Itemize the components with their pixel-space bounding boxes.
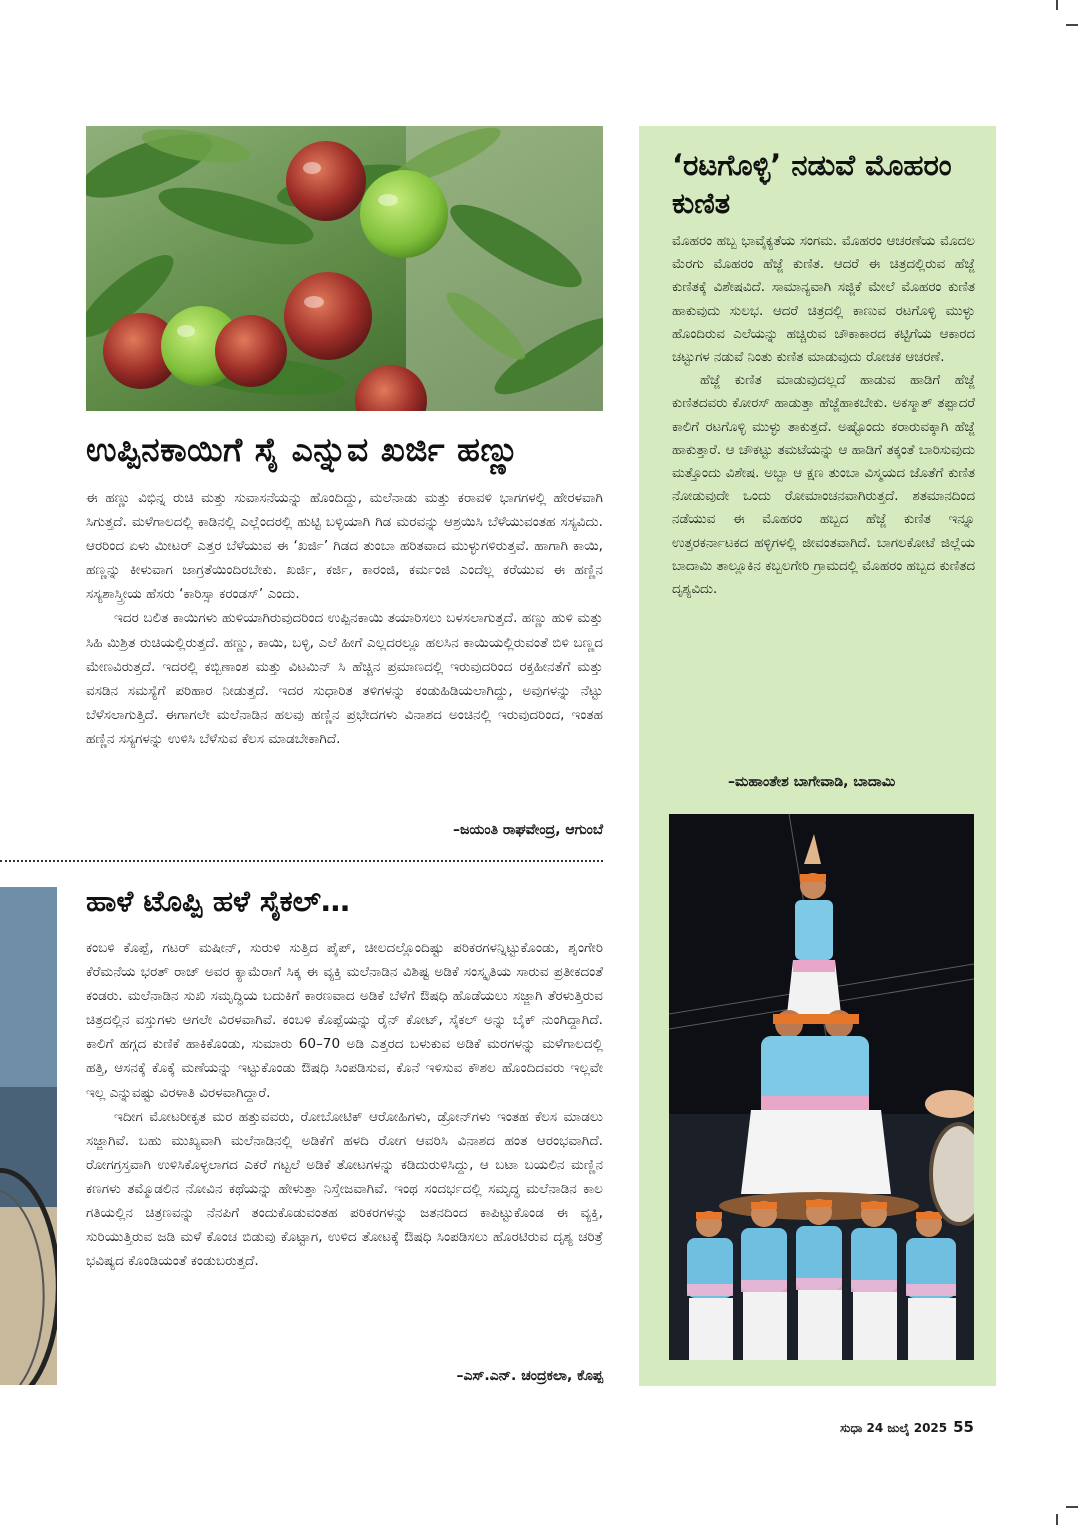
article2-byline: –ಎಸ್.ಎನ್. ಚಂದ್ರಕಲಾ, ಕೊಪ್ಪ [456, 1368, 603, 1384]
sidebar-headline: ‘ರಟಗೊಳ್ಳಿ’ ನಡುವೆ ಮೊಹರಂ ಕುಣಿತ [672, 148, 952, 220]
crop-mark-right [1066, 24, 1078, 26]
article2-paragraph: ಇದೀಗ ಮೋಟರೀಕೃತ ಮರ ಹತ್ತುವವರು, ರೋಬೋಟಿಕ್ ಆರೋಹಿಗಳು, ಡ್ರೋನ್‌ಗಳು ಇಂತಹ ಕೆಲಸ ಮಾಡಲು ಸಜ್ಜಾಗಿವೆ. ಬಹು ಮುಖ್ಯವಾಗಿ ಮಲೆನಾಡಿನಲ್ಲಿ ಅಡಿಕೆಗೆ ಹಳದಿ ರೋಗ ಆವರಿಸಿ ವಿನಾಶದ ಹಂತ ಆರಂಭವಾಗಿದೆ. ರೋಗಗ್ರಸ್ತವಾಗಿ ಉಳಿಸಿಕೊಳ್ಳಲಾಗದ ಎಕರೆ ಗಟ್ಟಲೆ ಅಡಿಕೆ ತೋಟಗಳನ್ನು ಕಡಿದುರುಳಿಸಿದ್ದು, ಆ ಬಟಾ ಬಯಲಿನ ಮಣ್ಣಿನ ಕಣಗಳು ತಮ್ಮೊಡಲಿನ ನೋವಿನ ಕಥೆಯನ್ನು ಹೇಳುತ್ತಾ ನಿಸ್ತೇಜವಾಗಿವೆ. ಇಂಥ ಸಂದರ್ಭದಲ್ಲಿ ಸಮೃದ್ಧ ಮಲೆನಾಡಿನ ಕಾಲ ಗತಿಯಲ್ಲಿನ ಚಿತ್ರಣವನ್ನು ನೆನಪಿಗೆ ತಂದುಕೊಡುವಂತಹ ಪರಿಕರಗಳನ್ನು ಜತನದಿಂದ ಕಾಪಿಟ್ಟುಕೊಂಡ ಈ ವ್ಯಕ್ತಿ, ಸುರಿಯುತ್ತಿರುವ ಜಡಿ ಮಳೆ ಕೊಂಚ ಬಿಡುವು ಕೊಟ್ಟಾಗ, ಉಳಿದ ತೋಟಕ್ಕೆ ಔಷಧಿ ಸಿಂಪಡಿಸಲು ಹೊರಟಿರುವ ದೃಶ್ಯ ಚರಿತ್ರೆ ಭವಿಷ್ಯದ ಕೊಂಡಿಯಂತೆ ಕಂಡುಬರುತ್ತದೆ. [86, 1108, 603, 1270]
muharram-dance-photo [669, 814, 974, 1360]
article1-paragraph: ಇದರ ಬಲಿತ ಕಾಯಿಗಳು ಹುಳಿಯಾಗಿರುವುದರಿಂದ ಉಪ್ಪಿನಕಾಯಿ ತಯಾರಿಸಲು ಬಳಸಲಾಗುತ್ತದೆ. ಹಣ್ಣು ಹುಳಿ ಮತ್ತು ಸಿಹಿ ಮಿಶ್ರಿತ ರುಚಿಯಲ್ಲಿರುತ್ತದೆ. ಹಣ್ಣು, ಕಾಯಿ, ಬಳ್ಳಿ, ಎಲೆ ಹೀಗೆ ಎಲ್ಲದರಲ್ಲೂ ಹಲಸಿನ ಕಾಯಿಯಲ್ಲಿರುವಂತೆ ಬಿಳಿ ಬಣ್ಣದ ಮೇಣವಿರುತ್ತದೆ. ಇದರಲ್ಲಿ ಕಬ್ಬಿಣಾಂಶ ಮತ್ತು ವಿಟಮಿನ್ ಸಿ ಹೆಚ್ಚಿನ ಪ್ರಮಾಣದಲ್ಲಿ ಇರುವುದರಿಂದ ರಕ್ತಹೀನತೆಗೆ ಮತ್ತು ವಸಡಿನ ಸಮಸ್ಯೆಗೆ ಪರಿಹಾರ ನೀಡುತ್ತದೆ. ಇದರ ಸುಧಾರಿತ ತಳಿಗಳನ್ನು ಕಂಡುಹಿಡಿಯಲಾಗಿದ್ದು, ಅವುಗಳನ್ನು ನೆಟ್ಟು ಬೆಳೆಸಲಾಗುತ್ತಿದೆ. ಈಗಾಗಲೇ ಮಲೆನಾಡಿನ ಹಲವು ಹಣ್ಣಿನ ಪ್ರಭೇದಗಳು ವಿನಾಶದ ಅಂಚಿನಲ್ಲಿ ಇರುವುದರಿಂದ, ಇಂತಹ ಹಣ್ಣಿನ ಸಸ್ಯಗಳನ್ನು ಉಳಿಸಿ ಬೆಳೆಸುವ ಕೆಲಸ ಮಾಡಬೇಕಾಗಿದೆ. [86, 610, 603, 747]
article1-body [86, 486, 603, 751]
footer-magazine-issue: ಸುಧಾ 24 ಜುಲೈ 2025 [840, 1421, 948, 1435]
article2-paragraph: ಕಂಬಳಿ ಕೊಪ್ಪೆ, ಗಟರ್ ಮಷೀನ್, ಸುರುಳಿ ಸುತ್ತಿದ ಪೈಪ್, ಚೀಲದಲ್ಲೊಂದಿಷ್ಟು ಪರಿಕರಗಳನ್ನಿಟ್ಟುಕೊಂಡು, ಶೃಂಗೇರಿ ಕೆರೆಮನೆಯ ಭರತ್ ರಾಜ್ ಅವರ ಕ್ಯಾಮೆರಾಗೆ ಸಿಕ್ಕ ಈ ವ್ಯಕ್ತಿ ಮಲೆನಾಡಿನ ವಿಶಿಷ್ಟ ಅಡಿಕೆ ಸಂಸ್ಕೃತಿಯ ಸಾರುವ ಪ್ರತೀಕದಂತೆ ಕಂಡರು. ಮಲೆನಾಡಿನ ಸುಖಿ ಸಮೃದ್ಧಿಯ ಬದುಕಿಗೆ ಕಾರಣವಾದ ಅಡಿಕೆ ಬೆಳೆಗೆ ಔಷಧಿ ಹೊಡೆಯಲು ಸಜ್ಜಾಗಿ ತೆರಳುತ್ತಿರುವ ಚಿತ್ರದಲ್ಲಿನ ವಸ್ತುಗಳು ಆಗಲೇ ವಿರಳವಾಗಿವೆ. ಕಂಬಳಿ ಕೊಪ್ಪೆಯನ್ನು ರೈನ್ ಕೋಟ್, ಸೈಕಲ್ ಅನ್ನು ಬೈಕ್ ನುಂಗಿದ್ದಾಗಿದೆ. ಕಾಲಿಗೆ ಹಗ್ಗದ ಕುಣಿಕೆ ಹಾಕಿಕೊಂಡು, ಸುಮಾರು 60–70 ಅಡಿ ಎತ್ತರದ ಬಳುಕುವ ಅಡಿಕೆ ಮರಗಳನ್ನು ಮಳೆಗಾಲದಲ್ಲಿ ಹತ್ತಿ, ಆಸನಕ್ಕೆ ಕೊಕ್ಕೆ ಮಣೆಯನ್ನು ಇಟ್ಟುಕೊಂಡು ಔಷಧಿ ಸಿಂಪಡಿಸುವ, ಕೊನೆ ಇಳಿಸುವ ಕೌಶಲ ಹೊಂದಿದವರು ಇಲ್ಲವೇ ಇಲ್ಲ ಎನ್ನುವಷ್ಟು ವಿರಳಾತಿ ವಿರಳವಾಗಿದ್ದಾರೆ. [86, 940, 603, 1101]
crop-mark-bottom [1056, 1514, 1058, 1525]
article2-headline: ಹಾಳೆ ಟೊಪ್ಪಿ ಹಳೆ ಸೈಕಲ್… [86, 884, 350, 918]
article1-byline: –ಜಯಂತಿ ರಾಘವೇಂದ್ರ, ಆಗುಂಬೆ [453, 822, 603, 838]
article1-paragraph: ಈ ಹಣ್ಣು ವಿಭಿನ್ನ ರುಚಿ ಮತ್ತು ಸುವಾಸನೆಯನ್ನು ಹೊಂದಿದ್ದು, ಮಲೆನಾಡು ಮತ್ತು ಕರಾವಳಿ ಭಾಗಗಳಲ್ಲಿ ಹೇರಳವಾಗಿ ಸಿಗುತ್ತದೆ. ಮಳೆಗಾಲದಲ್ಲಿ ಕಾಡಿನಲ್ಲಿ ಎಲ್ಲೆಂದರಲ್ಲಿ ಹುಟ್ಟಿ ಬಳ್ಳಿಯಾಗಿ ಗಿಡ ಮರವನ್ನು ಆಶ್ರಯಿಸಿ ಬೆಳೆಯುವಂತಹ ಸಸ್ಯವಿದು. ಆರರಿಂದ ಏಳು ಮೀಟರ್ ಎತ್ತರ ಬೆಳೆಯುವ ಈ ‘ಖರ್ಜಿ’ ಗಿಡದ ತುಂಬಾ ಹರಿತವಾದ ಮುಳ್ಳುಗಳಿರುತ್ತವೆ. ಹಾಗಾಗಿ ಕಾಯಿ, ಹಣ್ಣನ್ನು ಕೀಳುವಾಗ ಜಾಗ್ರತೆಯಿಂದಿರಬೇಕು. ಖರ್ಜಿ, ಕರ್ಜಿ, ಕಾರಂಜಿ, ಕರ್ಮಂಜಿ ಎಂದೆಲ್ಲ ಕರೆಯುವ ಈ ಹಣ್ಣಿನ ಸಸ್ಯಶಾಸ್ತ್ರೀಯ ಹೆಸರು ‘ಕಾರಿಸ್ಸಾ ಕರಂಡಸ್’ ಎಂದು. [86, 490, 603, 603]
article1-headline: ಉಪ್ಪಿನಕಾಯಿಗೆ ಸೈ ಎನ್ನುವ ಖರ್ಜಿ ಹಣ್ಣು [86, 430, 520, 469]
article2-body [86, 936, 603, 1273]
page-number: 55 [953, 1418, 974, 1436]
article-divider [0, 860, 603, 862]
sidebar-paragraph: ಮೊಹರಂ ಹಬ್ಬ ಭಾವೈಕ್ಯತೆಯ ಸಂಗಮ. ಮೊಹರಂ ಆಚರಣೆಯ ಮೊದಲ ಮೆರಗು ಮೊಹರಂ ಹೆಜ್ಜೆ ಕುಣಿತ. ಆದರೆ ಈ ಚಿತ್ರದಲ್ಲಿರುವ ಹೆಜ್ಜೆ ಕುಣಿತಕ್ಕೆ ವಿಶೇಷವಿದೆ. ಸಾಮಾನ್ಯವಾಗಿ ಸಜ್ಜಿಕೆ ಮೇಲೆ ಮೊಹರಂ ಕುಣಿತ ಹಾಕುವುದು ಸುಲಭ. ಆದರೆ ಚಿತ್ರದಲ್ಲಿ ಕಾಣುವ ರಟಗೊಳ್ಳಿ ಮುಳ್ಳು ಹೊಂದಿರುವ ಎಲೆಯನ್ನು ಹಚ್ಚಿರುವ ಚೌಕಾಕಾರದ ಕಟ್ಟಿಗೆಯ ಆಕಾರದ ಚಟ್ಟುಗಳ ನಡುವೆ ನಿಂತು ಕುಣಿತ ಮಾಡುವುದು ರೋಚಕ ಆಚರಣೆ. [672, 234, 975, 366]
sidebar-byline: –ಮಹಾಂತೇಶ ಬಾಗೇವಾಡಿ, ಬಾದಾಮಿ [728, 774, 896, 790]
crop-mark-bottom-right [1066, 1506, 1078, 1508]
karissa-fruit-photo [86, 126, 603, 411]
page-footer [840, 1418, 974, 1436]
crop-mark-top [1056, 0, 1058, 10]
sidebar-paragraph: ಹೆಜ್ಜೆ ಕುಣಿತ ಮಾಡುವುದಲ್ಲದೆ ಹಾಡುವ ಹಾಡಿಗೆ ಹೆಜ್ಜೆ ಕುಣಿತದವರು ಕೋರಸ್ ಹಾಡುತ್ತಾ ಹೆಜ್ಜೆಹಾಕಬೇಕು. ಅಕಸ್ಮಾತ್ ತಪ್ಪಾದರೆ ಕಾಲಿಗೆ ರಟಗೊಳ್ಳಿ ಮುಳ್ಳು ತಾಕುತ್ತದೆ. ಅಷ್ಟೊಂದು ಕರಾರುವಕ್ಕಾಗಿ ಹೆಜ್ಜೆ ಹಾಕುತ್ತಾರೆ. ಆ ಚೌಕಟ್ಟು ತಮಟೆಯನ್ನು ಆ ಹಾಡಿಗೆ ತಕ್ಕಂತೆ ಬಾರಿಸುವುದು ಮತ್ತೊಂದು ವಿಶೇಷ. ಅಬ್ಬಾ ಆ ಕ್ಷಣ ತುಂಬಾ ವಿಸ್ಮಯದ ಜೊತೆಗೆ ಕುಣಿತ ನೋಡುವುದೇ ಒಂದು ರೋಮಾಂಚನವಾಗಿರುತ್ತದೆ. ಶತಮಾನದಿಂದ ನಡೆಯುವ ಈ ಮೊಹರಂ ಹಬ್ಬದ ಹೆಜ್ಜೆ ಕುಣಿತ ಇನ್ನೂ ಉತ್ತರಕರ್ನಾಟಕದ ಹಳ್ಳಿಗಳಲ್ಲಿ ಜೀವಂತವಾಗಿದೆ. ಬಾಗಲಕೋಟೆ ಜಿಲ್ಲೆಯ ಬಾದಾಮಿ ತಾಲ್ಲೂಕಿನ ಕಬ್ಬಲಗೇರಿ ಗ್ರಾಮದಲ್ಲಿ ಮೊಹರಂ ಹಬ್ಬದ ಕುಣಿತದ ದೃಶ್ಯವಿದು. [672, 373, 975, 598]
man-with-cycle-photo-fragment [0, 887, 57, 1385]
sidebar-body [672, 230, 975, 601]
